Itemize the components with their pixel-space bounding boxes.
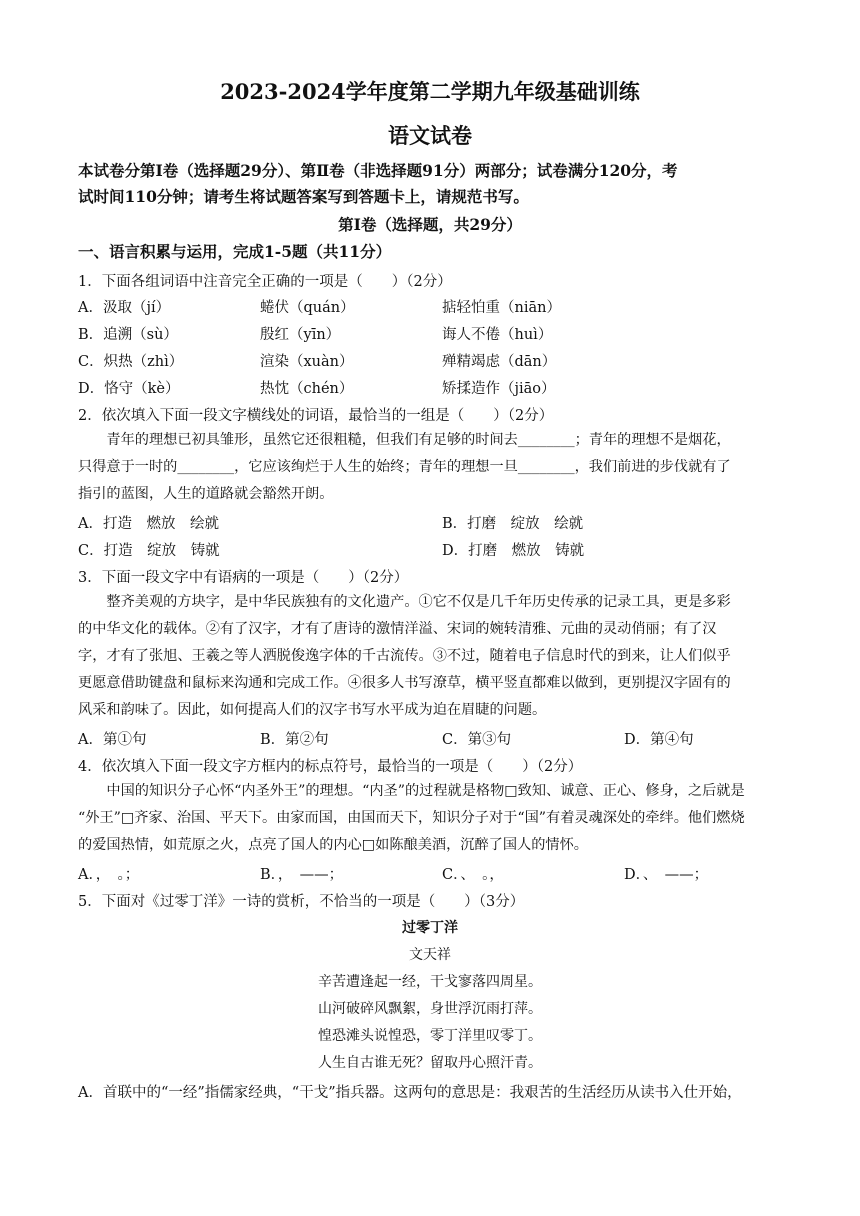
q1-option-b-word3: 诲人不倦（huì） xyxy=(442,327,553,343)
exam-instructions xyxy=(78,158,778,210)
instructions-line-1: 本试卷分第Ⅰ卷（选择题29分）、第Ⅱ卷（非选择题91分）两部分；试卷满分120分，考 xyxy=(78,161,678,180)
exam-title: 2023-2024学年度第二学期九年级基础训练 xyxy=(220,79,640,104)
q2-passage-line: 青年的理想已初具雏形，虽然它还很粗糙，但我们有足够的时间去________；青年的理想不是烟花， xyxy=(106,432,731,448)
q3-stem: 3．下面一段文字中有语病的一项是（ ）（2分） xyxy=(78,570,409,586)
q1-option-row xyxy=(78,296,784,320)
q3-option-b: B．第②句 xyxy=(260,732,329,748)
q4-stem: 4．依次填入下面一段文字方框内的标点符号，最恰当的一项是（ ）（2分） xyxy=(78,759,583,775)
q3-option-a: A．第①句 xyxy=(78,732,147,748)
q3-passage xyxy=(78,589,784,724)
q2-option-b: B．打磨 绽放 绘就 xyxy=(442,516,584,532)
q3-passage-line: 整齐美观的方块字，是中华民族独有的文化遗产。①它不仅是几千年历史传承的记录工具，更是多彩 xyxy=(106,594,731,610)
q2-passage-line: 只得意于一时的________，它应该绚烂于人生的始终；青年的理想一旦________，我们前进的步伐就有了 xyxy=(78,459,731,475)
exam-subtitle: 语文试卷 xyxy=(388,123,472,148)
q3-option-c: C．第③句 xyxy=(442,732,512,748)
poem-author: 文天祥 xyxy=(409,947,451,963)
poem-line-4: 人生自古谁无死？留取丹心照汗青。 xyxy=(318,1055,542,1071)
q4-passage-line: 中国的知识分子心怀“内圣外王”的理想。“内圣”的过程就是格物□致知、诚意、正心、修身，之后就是 xyxy=(106,783,745,799)
q1-option-c-word2: 渲染（xuàn） xyxy=(260,354,354,370)
q4-option-c: C．、 。， xyxy=(442,867,504,883)
q1-option-a-word3: 掂轻怕重（niān） xyxy=(442,300,561,316)
poem-line-3: 惶恐滩头说惶恐，零丁洋里叹零丁。 xyxy=(318,1028,542,1044)
q4-passage-line: 的爱国热情，如荒原之火，点亮了国人的内心□如陈酿美酒，沉醉了国人的情怀。 xyxy=(78,837,588,853)
q1-option-a-word2: 蜷伏（quán） xyxy=(260,300,355,316)
poem-title: 过零丁洋 xyxy=(402,920,458,936)
q2-stem: 2．依次填入下面一段文字横线处的词语，最恰当的一组是（ ）（2分） xyxy=(78,408,554,424)
q1-option-b-word2: 殷红（yīn） xyxy=(260,327,341,343)
q3-option-d: D．第④句 xyxy=(624,732,694,748)
q4-option-b: B．， ——； xyxy=(260,867,344,883)
q2-passage xyxy=(78,427,784,508)
q1-option-d-word2: 热忱（chén） xyxy=(260,381,354,397)
q4-passage xyxy=(78,778,784,859)
q5-stem: 5．下面对《过零丁洋》一诗的赏析，不恰当的一项是（ ）（3分） xyxy=(78,894,525,910)
q5-option-a: A．首联中的“一经”指儒家经典，“干戈”指兵器。这两句的意思是：我艰苦的生活经历从读书入仕开始， xyxy=(78,1085,742,1101)
q2-passage-line: 指引的蓝图，人生的道路就会豁然开朗。 xyxy=(78,486,334,502)
instructions-line-2: 试时间110分钟；请考生将试题答案写到答题卡上，请规范书写。 xyxy=(78,187,529,206)
q1-option-a-word1: A．汲取（jí） xyxy=(78,300,171,316)
q3-passage-line: 更愿意借助键盘和鼠标来沟通和完成工作。④很多人书写潦草，横平竖直都难以做到，更别提汉字固有的 xyxy=(78,675,731,691)
q2-option-d: D．打磨 燃放 铸就 xyxy=(442,543,585,559)
q2-option-row xyxy=(78,512,784,536)
q1-option-c-word1: C．炽热（zhì） xyxy=(78,354,184,370)
q3-passage-line: 的中华文化的载体。②有了汉字，才有了唐诗的激情洋溢、宋词的婉转清雅、元曲的灵动俏丽；有了汉 xyxy=(78,621,717,637)
section-1-title: 第Ⅰ卷（选择题，共29分） xyxy=(338,215,522,234)
q1-option-d-word3: 矫揉造作（jiāo） xyxy=(442,381,556,397)
part-1-title: 一、语言积累与运用，完成1-5题（共11分） xyxy=(78,242,392,261)
q2-option-row xyxy=(78,539,784,563)
q1-option-row xyxy=(78,350,784,374)
q2-option-c: C．打造 绽放 铸就 xyxy=(78,543,220,559)
q4-option-a: A．， 。； xyxy=(78,867,140,883)
poem-line-1: 辛苦遭逢起一经，干戈寥落四周星。 xyxy=(318,974,542,990)
q1-option-b-word1: B．追溯（sù） xyxy=(78,327,178,343)
q1-option-c-word3: 殚精竭虑（dān） xyxy=(442,354,557,370)
q4-option-d: D．、 ——； xyxy=(624,867,709,883)
q3-passage-line: 字，才有了张旭、王羲之等人洒脱俊逸字体的千古流传。③不过，随着电子信息时代的到来，让人们似乎 xyxy=(78,648,731,664)
q3-option-row xyxy=(78,728,784,752)
q1-option-d-word1: D．恪守（kè） xyxy=(78,381,180,397)
q1-stem: 1．下面各组词语中注音完全正确的一项是（ ）（2分） xyxy=(78,274,452,290)
q4-option-row xyxy=(78,863,784,887)
q1-option-row xyxy=(78,323,784,347)
q1-option-row xyxy=(78,377,784,401)
q4-passage-line: “外王”□齐家、治国、平天下。由家而国，由国而天下，知识分子对于“国”有着灵魂深处的牵绊。他们燃烧 xyxy=(78,810,745,826)
q3-passage-line: 风采和韵味了。因此，如何提高人们的汉字书写水平成为迫在眉睫的问题。 xyxy=(78,702,547,718)
poem-line-2: 山河破碎风飘絮，身世浮沉雨打萍。 xyxy=(318,1001,542,1017)
q2-option-a: A．打造 燃放 绘就 xyxy=(78,516,219,532)
